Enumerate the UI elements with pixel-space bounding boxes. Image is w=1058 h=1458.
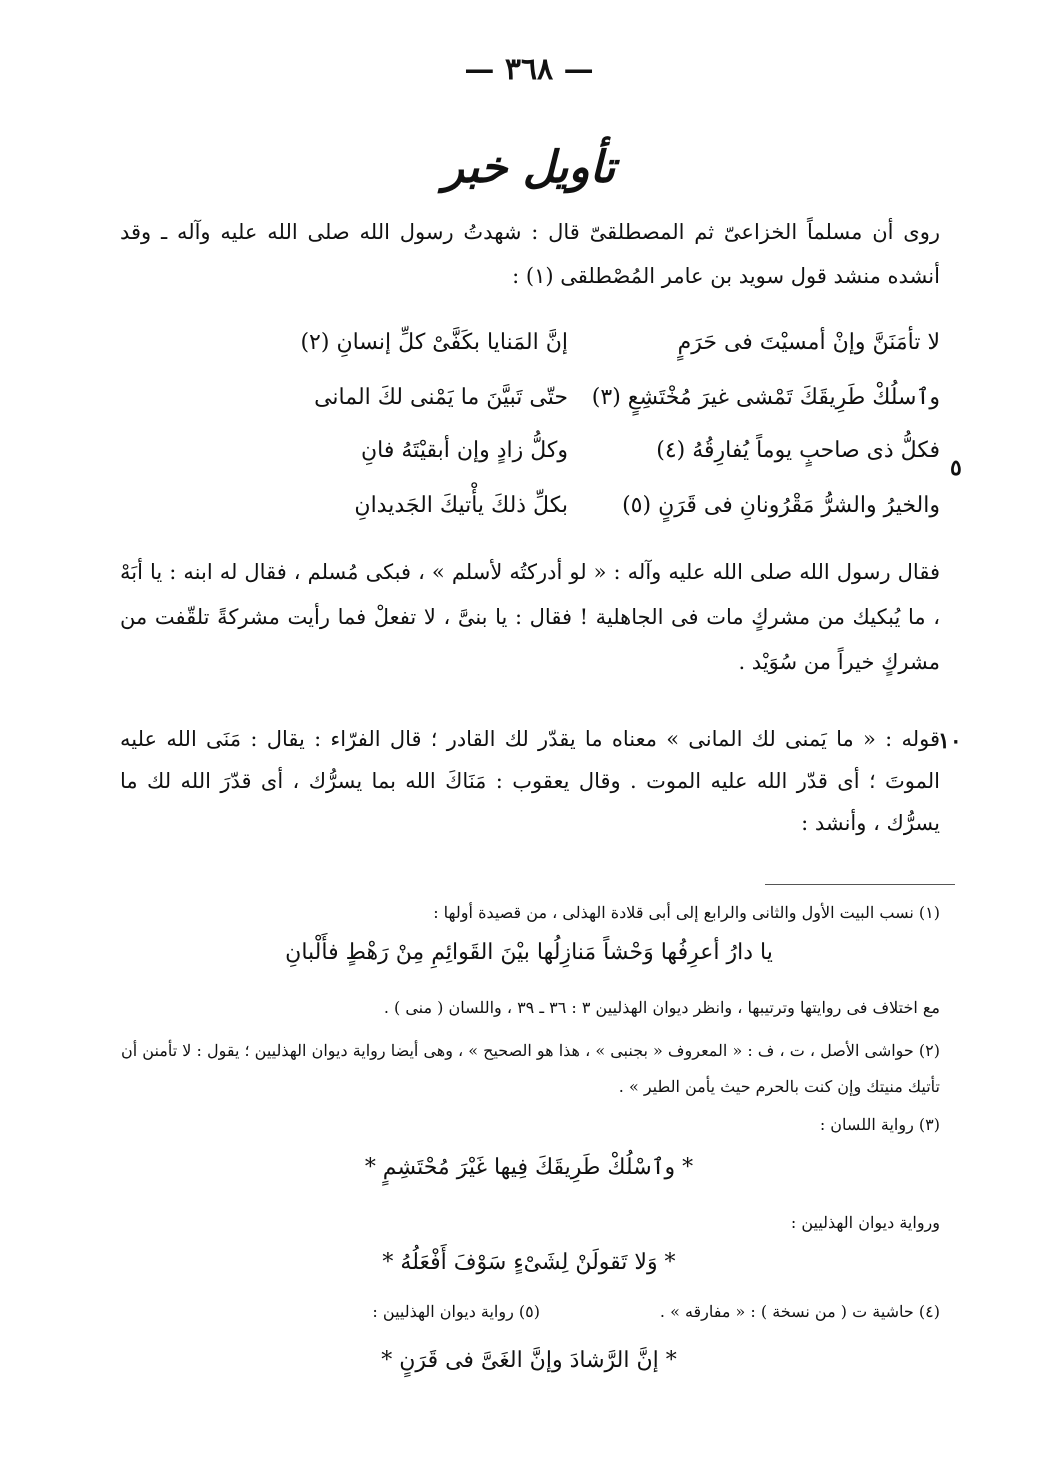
- verse-3-second-hemistich: وكلُّ زادٍ وإن أبقيْتَهُ فانِ: [361, 438, 568, 463]
- footnote-3-intro: (٣) رواية اللسان :: [819, 1115, 940, 1134]
- footnote-3-verse: * وٱسْلُكْ طَرِيقَكَ فِيها غَيْرَ مُحْتَشِمٍ *: [364, 1155, 694, 1180]
- verse-2-second-hemistich: حتّى تَبيَّنَ ما يَمْنى لكَ المانى: [314, 385, 568, 410]
- verse-4-first-hemistich: والخيرُ والشرُّ مَقْرُونانِ فى قَرَنٍ (٥): [622, 493, 940, 518]
- line-marker-5: ٥: [950, 455, 962, 481]
- footnote-1-intro: (١) نسب البيت الأول والثانى والرابع إلى أبى قلادة الهذلى ، من قصيدة أولها :: [433, 903, 940, 922]
- verse-1-second-hemistich: إنَّ المَنايا بكَفَّىْ كلِّ إنسانِ (٢): [300, 330, 568, 355]
- footnote-1-tail: مع اختلاف فى روايتها وترتيبها ، وانظر ديوان الهذليين ٣ : ٣٦ ـ ٣٩ ، واللسان ( منى ) .: [383, 998, 940, 1017]
- footnote-1-verse: يا دارُ أعرِفُها وَحْشاً مَنازِلُها بيْنَ القَوائِمِ مِنْ رَهْطٍ فأَلْبانِ: [285, 940, 773, 965]
- footnote-5-intro: (٥) رواية ديوان الهذليين :: [372, 1302, 540, 1321]
- opening-paragraph: روى أن مسلماً الخزاعىّ ثم المصطلقىّ قال : شهدتُ رسول الله صلى الله عليه وآله ـ وقد أنشده منشد قول سويد بن عامر المُصْطلقى (١) :: [120, 220, 940, 288]
- footnote-4: (٤) حاشية ت ( من نسخة ) : « مفارقه » .: [659, 1302, 940, 1321]
- poem-verse-3: [120, 438, 940, 488]
- verse-3-first-hemistich: فكلُّ ذى صاحبٍ يوماً يُفارِقُهُ (٤): [656, 438, 940, 463]
- footnote-3-diwan-verse: * وَلا تَقولَنْ لِشَىْءٍ سَوْفَ أَفْعَلُهُ *: [382, 1250, 676, 1275]
- verse-2-first-hemistich: وٱسلُكْ طَرِيقَكَ تَمْشى غيرَ مُخْتَشِعٍ (٣): [591, 385, 940, 410]
- narrative-paragraph: فقال رسول الله صلى الله عليه وآله : « لو أدركتُه لأسلم » ، فبكى مُسلم ، فقال له ابنه : يا أبَهْ ، ما يُبكيك من مشركٍ مات فى الجاهلية ! فقال : يا بنىَّ ، لا تفعلْ فما رأيت مشركةً تلقّفت من مشركٍ خيراً من سُوَيْد .: [120, 560, 940, 674]
- footnote-separator: [765, 884, 955, 885]
- section-title: تأويل خبر: [442, 142, 616, 193]
- verse-1-first-hemistich: لا تأمَنَنَّ وإنْ أمسيْتَ فى حَرَمٍ: [677, 330, 940, 355]
- footnote-3-diwan-intro: ورواية ديوان الهذليين :: [790, 1213, 940, 1232]
- poem-verse-2: [120, 385, 940, 435]
- footnote-5-verse: * إنَّ الرَّشادَ وإنَّ الغَىَّ فى قَرَنٍ *: [381, 1348, 677, 1373]
- line-marker-10: ١٠: [938, 728, 962, 754]
- poem-verse-4: [120, 493, 940, 543]
- verse-4-second-hemistich: بكلِّ ذلكَ يأْتيكَ الجَديدانِ: [354, 493, 568, 518]
- page-number: — ٣٦٨ —: [464, 52, 594, 87]
- footnote-2: (٢) حواشى الأصل ، ت ، ف : « المعروف « بجنبى » ، هذا هو الصحيح » ، وهى أيضا رواية ديوان الهذليين ؛ يقول : لا تأمنن أن تأتيك منيتك وإن كنت بالحرم حيث يأمن الطير » .: [121, 1041, 940, 1096]
- commentary-paragraph: قوله : « ما يَمنى لك المانى » معناه ما يقدّر لك القادر ؛ قال الفرّاء : يقال : مَنَى الله عليه الموتَ ؛ أى قدّر الله عليه الموت . وقال يعقوب : مَنَاكَ الله بما يسرُّك ، أى قدّرَ الله لك ما يسرُّك ، وأنشد :: [120, 727, 940, 835]
- poem-verse-1: [120, 330, 940, 380]
